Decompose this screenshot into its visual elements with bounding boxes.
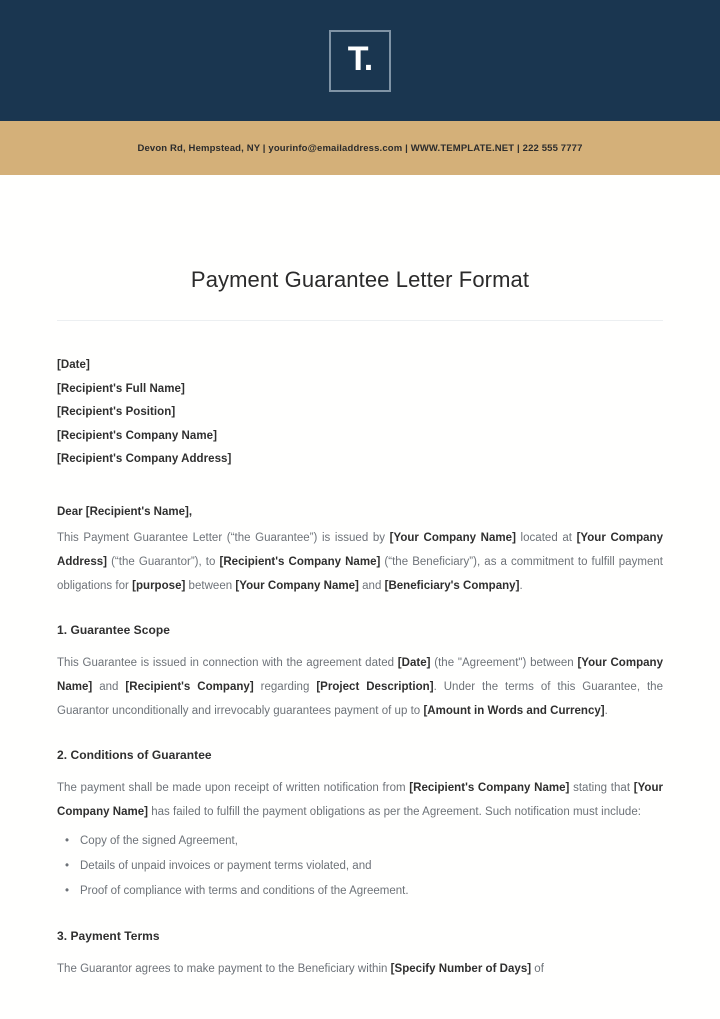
list-item: • Proof of compliance with terms and conditions of the Agreement.	[65, 879, 663, 904]
recipient-address-block	[57, 354, 663, 472]
text-run: located at	[515, 531, 577, 544]
text-run: (the "Agreement") between	[430, 656, 578, 669]
title-divider	[57, 320, 663, 321]
address-line: [Recipient's Company Name]	[57, 429, 217, 442]
section-3-paragraph	[57, 957, 663, 981]
text-run: and	[358, 579, 385, 592]
template-logo-icon	[329, 30, 391, 92]
text-run: This Guarantee is issued in connection with the agreement dated	[57, 656, 398, 669]
text-run: .	[519, 579, 523, 592]
placeholder-field: [Beneficiary's Company]	[384, 579, 520, 592]
placeholder-field: [Project Description]	[316, 680, 434, 693]
placeholder-field: [Date]	[397, 656, 431, 669]
text-run: The Guarantor agrees to make payment to the Beneficiary within	[57, 962, 391, 975]
placeholder-field: [Your Company Name]	[235, 579, 359, 592]
document-body	[0, 267, 720, 981]
logo-mark-text: T.	[347, 39, 373, 78]
section-2-paragraph	[57, 776, 663, 824]
placeholder-field: [Specify Number of Days]	[390, 962, 532, 975]
text-run: The payment shall be made upon receipt of written notification from	[57, 781, 410, 794]
header-navy-band	[0, 0, 720, 121]
text-run: and	[92, 680, 126, 693]
section-1-paragraph	[57, 651, 663, 723]
address-line: [Recipient's Position]	[57, 406, 176, 418]
text-run: . Under the terms of this Guarantee, the Guarantor unconditionally and irrevocably guarantees payment of up to	[57, 680, 664, 717]
text-run: of	[531, 962, 544, 975]
placeholder-field: [Your Company Name]	[57, 656, 663, 693]
page-title: Payment Guarantee Letter Format	[190, 267, 530, 292]
text-run: (“the Guarantor”), to	[107, 555, 220, 568]
text-run: .	[604, 704, 608, 717]
text-run: has failed to fulfill the payment obligations as per the Agreement. Such notification must include:	[148, 805, 641, 818]
text-run: stating that	[569, 781, 634, 794]
placeholder-field: [purpose]	[132, 579, 186, 592]
placeholder-field: [Amount in Words and Currency]	[423, 704, 605, 717]
list-item: • Details of unpaid invoices or payment terms violated, and	[65, 854, 663, 879]
text-run: This Payment Guarantee Letter (“the Guarantee”) is issued by	[57, 531, 390, 544]
placeholder-field: [Recipient's Company Name]	[409, 781, 570, 794]
notification-requirements-list	[57, 829, 663, 904]
header-contact-band	[0, 121, 720, 175]
text-run: regarding	[253, 680, 317, 693]
section-heading-3: 3. Payment Terms	[57, 928, 160, 943]
address-line: [Recipient's Full Name]	[57, 382, 185, 395]
placeholder-field: [Your Company Name]	[389, 531, 516, 544]
list-item: • Copy of the signed Agreement,	[65, 829, 663, 854]
placeholder-field: [Your Company Address]	[57, 531, 663, 568]
text-run: between	[185, 579, 236, 592]
address-line: [Recipient's Company Address]	[57, 453, 232, 465]
placeholder-field: [Recipient's Company Name]	[219, 555, 381, 568]
placeholder-field: [Your Company Name]	[57, 781, 663, 818]
placeholder-field: [Recipient's Company]	[125, 680, 254, 693]
section-heading-2: 2. Conditions of Guarantee	[57, 747, 212, 762]
salutation: Dear [Recipient's Name],	[57, 505, 193, 518]
text-run: (“the Beneficiary”), as a commitment to fulfill payment obligations for	[57, 555, 663, 592]
contact-info-line: Devon Rd, Hempstead, NY | yourinfo@emailaddress.com | WWW.TEMPLATE.NET | 222 555 7777	[137, 142, 583, 154]
intro-paragraph	[57, 526, 663, 598]
address-line: [Date]	[57, 359, 90, 371]
section-heading-1: 1. Guarantee Scope	[57, 622, 170, 637]
